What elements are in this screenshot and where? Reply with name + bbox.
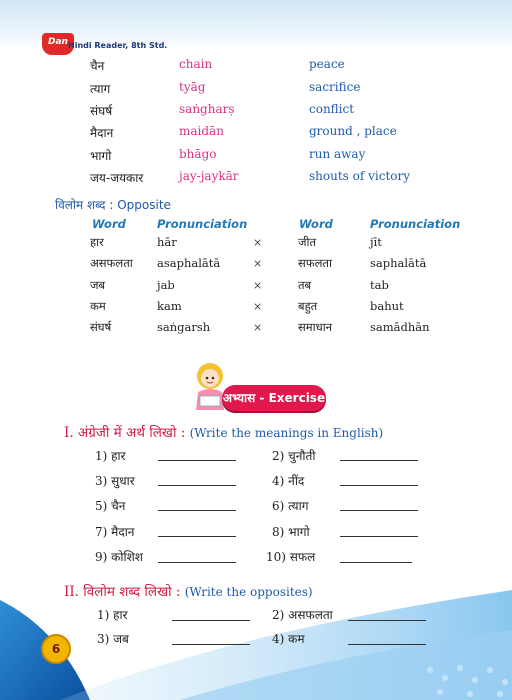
opposite-word: संघर्ष (90, 320, 112, 334)
opposite-pron: saphalātā (370, 256, 427, 270)
vocab-meaning: shouts of victory (309, 169, 411, 183)
section1-title-english: (Write the meanings in English) (189, 426, 384, 440)
vocab-meaning: peace (309, 57, 345, 71)
question-item: 10) सफल (266, 550, 316, 564)
answer-blank[interactable] (158, 510, 236, 511)
answer-blank[interactable] (158, 485, 236, 486)
opposite-title-english: Opposite (117, 198, 171, 212)
section2-title-hindi: विलोम शब्द लिखो : (83, 584, 181, 600)
answer-blank[interactable] (172, 644, 250, 645)
vocab-meaning: sacrifice (309, 80, 361, 94)
cross-separator: × (253, 257, 263, 270)
vocab-meaning: ground , place (309, 124, 397, 138)
vocab-pron: jay-jaykār (179, 169, 239, 183)
publisher-logo: Dan (42, 33, 74, 55)
section1-number: I. (64, 425, 74, 441)
vocab-pron: bhāgo (179, 147, 217, 161)
answer-blank[interactable] (340, 460, 418, 461)
vocab-hindi: जय-जयकार (90, 171, 144, 185)
question-item: 2) असफलता (272, 608, 333, 622)
question-item: 1) हार (95, 449, 126, 463)
vocab-pron: saṅgharṣ (179, 102, 235, 116)
answer-blank[interactable] (348, 644, 426, 645)
opposite-word: जब (90, 278, 106, 292)
question-item: 3) जब (97, 632, 129, 646)
vocab-hindi: भागो (90, 149, 112, 163)
book-title: Hindi Reader, 8th Std. (68, 41, 168, 50)
opposite-word: हार (90, 235, 104, 249)
answer-blank[interactable] (348, 620, 426, 621)
question-item: 6) त्याग (272, 499, 309, 513)
opposite-pron: hār (157, 235, 177, 249)
section2-number: II. (64, 584, 79, 600)
opposite-word: समाधान (298, 320, 333, 334)
question-item: 8) भागो (272, 525, 310, 539)
opposite-pron: jīt (370, 235, 382, 249)
answer-blank[interactable] (172, 620, 250, 621)
answer-blank[interactable] (158, 460, 236, 461)
decorative-swirl (0, 560, 512, 700)
vocab-hindi: संघर्ष (90, 104, 113, 118)
cross-separator: × (253, 236, 263, 249)
vocab-pron: tyāg (179, 80, 206, 94)
section1-title (64, 423, 383, 441)
vocab-meaning: run away (309, 147, 366, 161)
opposite-pron: kam (157, 299, 182, 313)
question-item: 3) सुधार (95, 474, 135, 488)
cross-separator: × (253, 321, 263, 334)
column-header-pronunciation: Pronunciation (370, 217, 461, 231)
opposite-word: तब (298, 278, 312, 292)
answer-blank[interactable] (340, 510, 418, 511)
question-item: 1) हार (97, 608, 128, 622)
section2-title (64, 582, 313, 600)
vocab-hindi: मैदान (90, 126, 114, 140)
opposite-pron: asaphalātā (157, 256, 221, 270)
question-item: 4) कम (272, 632, 305, 646)
column-header-word: Word (92, 217, 126, 231)
answer-blank[interactable] (340, 536, 418, 537)
opposite-word: कम (90, 299, 106, 313)
cross-separator: × (253, 300, 263, 313)
opposite-pron: samādhān (370, 320, 430, 334)
question-item: 5) चैन (95, 499, 126, 513)
opposite-word: बहुत (298, 299, 318, 313)
column-header-pronunciation: Pronunciation (157, 217, 248, 231)
opposite-pron: bahut (370, 299, 404, 313)
section2-title-english: (Write the opposites) (184, 585, 313, 599)
opposite-section-title (55, 196, 171, 213)
question-item: 4) नींद (272, 474, 305, 488)
column-header-word: Word (299, 217, 333, 231)
vocab-hindi: चैन (90, 59, 105, 73)
question-item: 7) मैदान (95, 525, 135, 539)
page-number: 6 (41, 634, 71, 664)
opposite-pron: jab (157, 278, 175, 292)
question-item: 9) कोशिश (95, 550, 143, 564)
opposite-word: सफलता (298, 256, 332, 270)
cross-separator: × (253, 279, 263, 292)
answer-blank[interactable] (158, 536, 236, 537)
vocab-pron: chain (179, 57, 213, 71)
answer-blank[interactable] (340, 485, 418, 486)
opposite-word: जीत (298, 235, 317, 249)
vocab-meaning: conflict (309, 102, 355, 116)
opposite-word: असफलता (90, 256, 133, 270)
vocab-pron: maidān (179, 124, 224, 138)
opposite-title-hindi: विलोम शब्द : (55, 198, 114, 212)
vocab-hindi: त्याग (90, 82, 111, 96)
exercise-badge: अभ्यास - Exercise (222, 385, 326, 411)
opposite-pron: tab (370, 278, 389, 292)
opposite-pron: saṅgarsh (157, 320, 211, 334)
question-item: 2) चुनौती (272, 449, 316, 463)
section1-title-hindi: अंग्रेजी में अर्थ लिखो : (77, 425, 186, 441)
